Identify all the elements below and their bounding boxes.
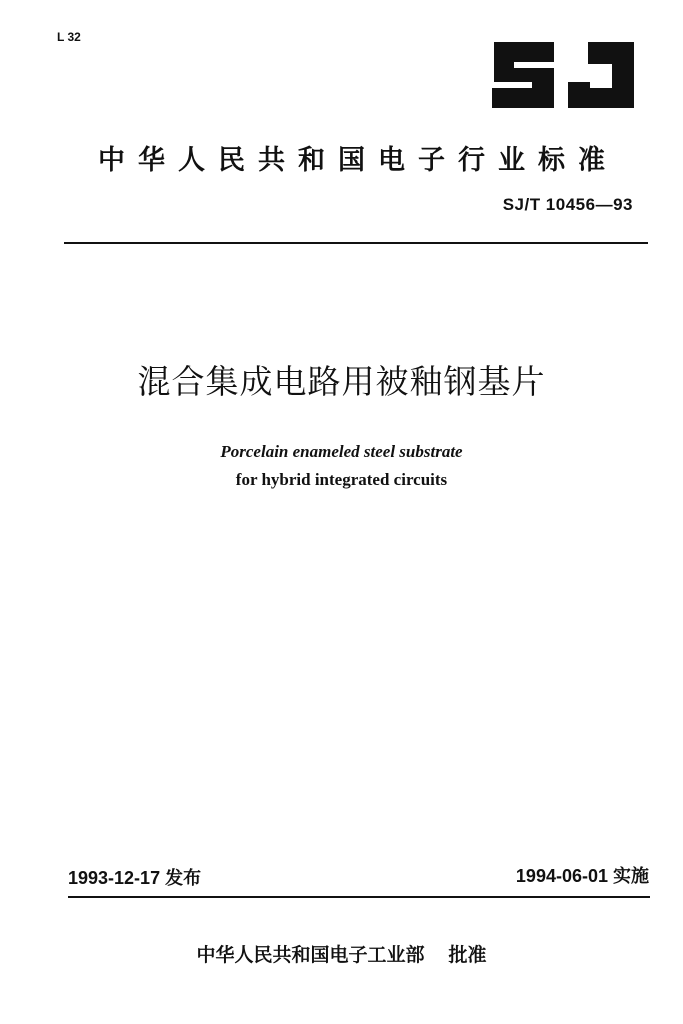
- top-divider: [64, 242, 648, 244]
- standard-number: SJ/T 10456—93: [502, 195, 633, 214]
- implementation-date: 1994-06-01 实施: [515, 866, 649, 886]
- title-chinese: 混合集成电路用被釉钢基片: [137, 362, 546, 401]
- title-english-line2: for hybrid integrated circuits: [235, 470, 448, 489]
- logo-letter-s: [492, 42, 554, 108]
- issue-date: 1993-12-17 发布: [68, 868, 202, 888]
- approver-name: 中华人民共和国电子工业部: [196, 944, 425, 966]
- bottom-divider: [68, 896, 650, 898]
- approval-line: [0, 940, 683, 967]
- classification-code: L 32: [57, 30, 81, 44]
- sj-logo: [488, 34, 636, 114]
- logo-letter-j: [568, 42, 634, 108]
- title-english-line1: Porcelain enameled steel substrate: [220, 442, 463, 461]
- approve-label: 批准: [448, 944, 487, 966]
- organization-title: 中华人民共和国电子行业标准: [98, 145, 618, 176]
